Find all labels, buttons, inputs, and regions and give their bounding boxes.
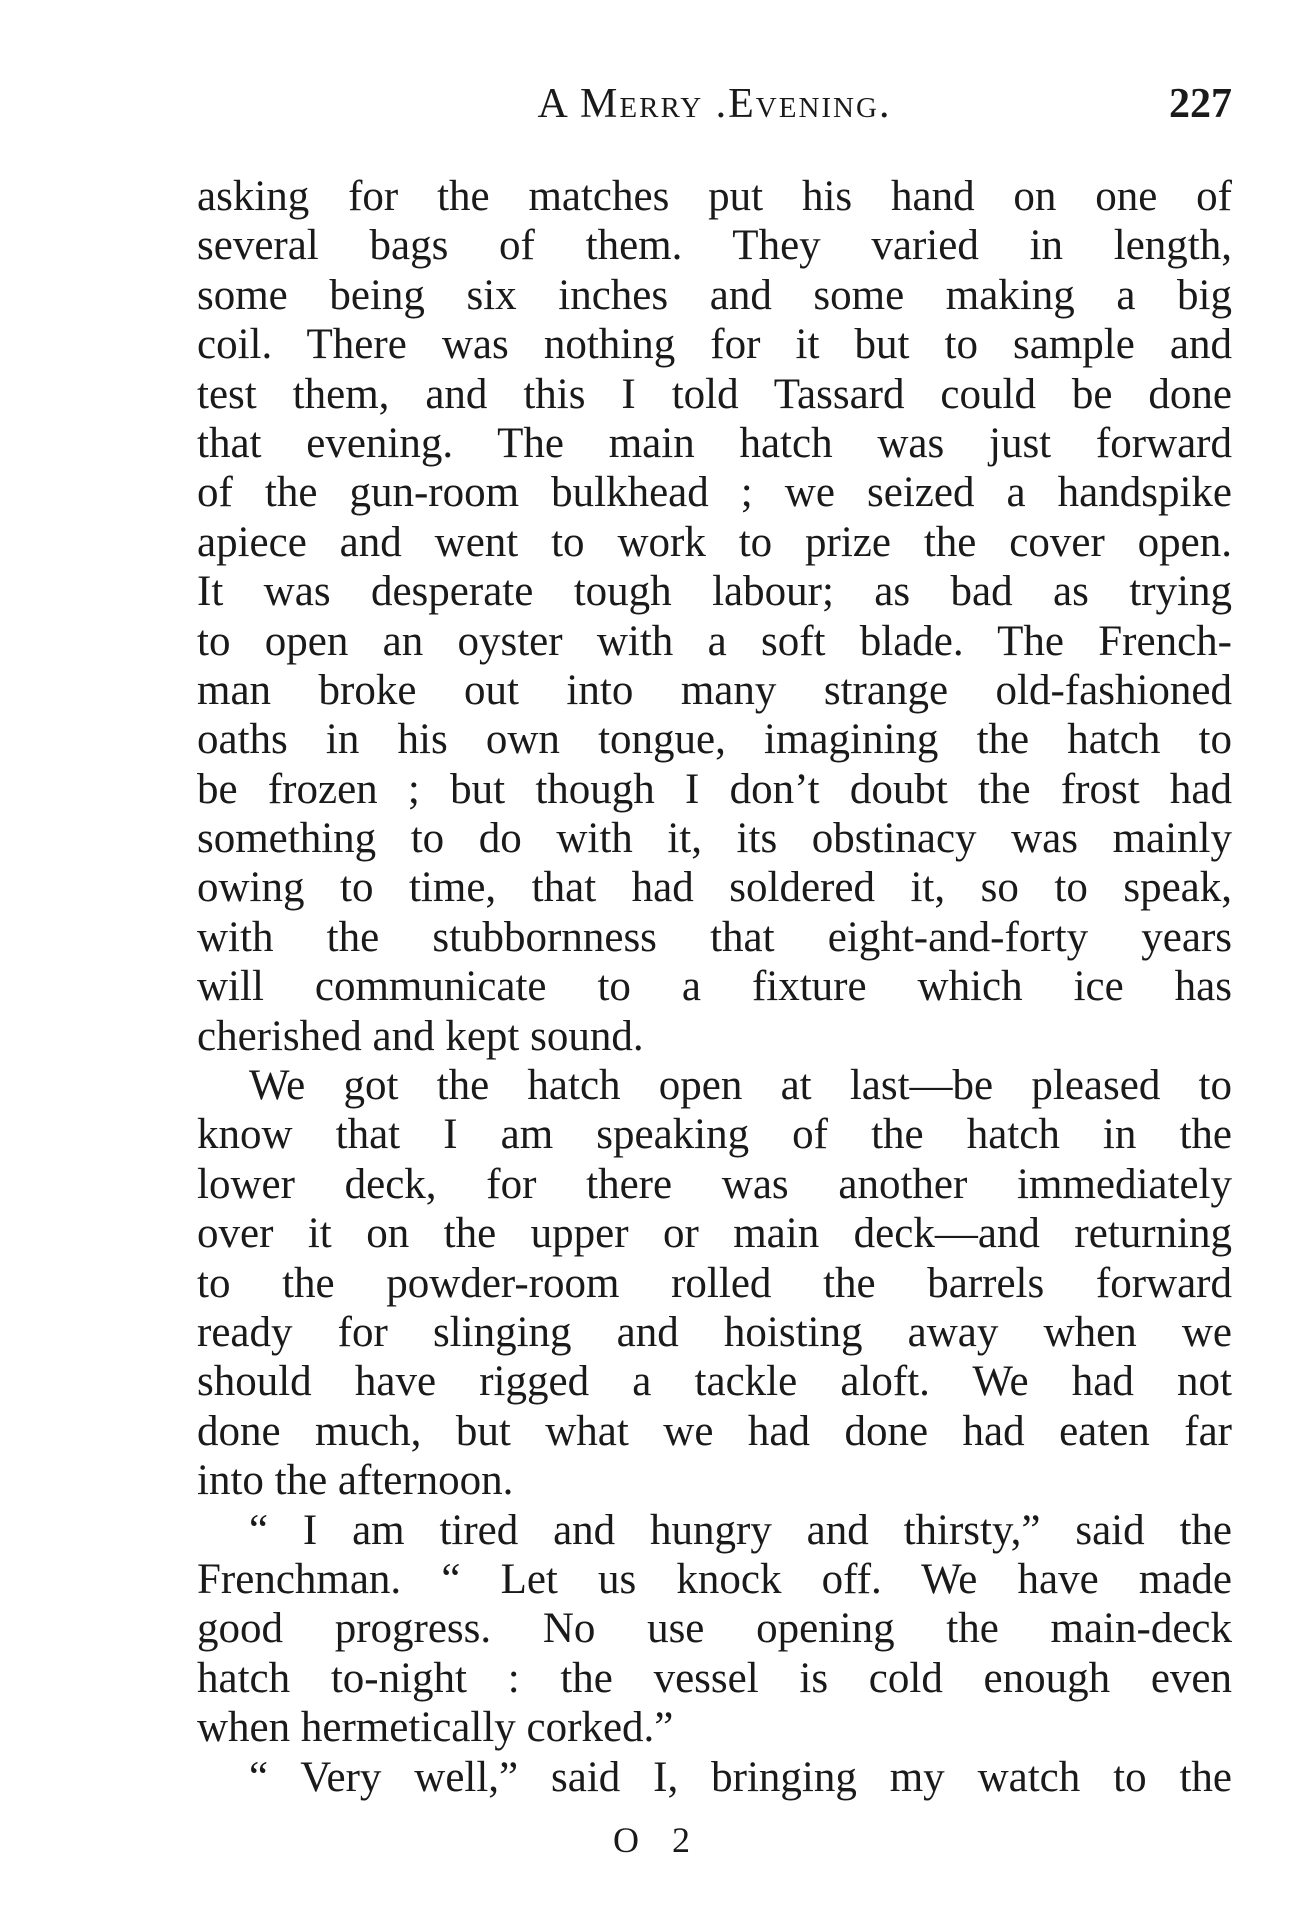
text-line: that evening. The main hatch was just forward: [197, 419, 1232, 467]
text-line: over it on the upper or main deck—and returning: [197, 1210, 1232, 1258]
text-line: oaths in his own tongue, imagining the hatch to: [197, 716, 1232, 764]
text-line: into the afternoon.: [197, 1457, 514, 1505]
text-line: cherished and kept sound.: [197, 1012, 644, 1060]
text-line: coil. There was nothing for it but to sample and: [197, 321, 1232, 369]
text-line: asking for the matches put his hand on one of: [197, 173, 1232, 220]
text-line: Frenchman. “ Let us knock off. We have made: [197, 1555, 1232, 1603]
text-line: several bags of them. They varied in length,: [197, 222, 1232, 270]
text-line: owing to time, that had soldered it, so to speak,: [197, 864, 1232, 912]
page-number: 227: [1169, 81, 1232, 127]
text-line: It was desperate tough labour; as bad as trying: [197, 568, 1232, 616]
paragraph-start-line: “ Very well,” said I, bringing my watch to the: [249, 1753, 1232, 1801]
text-line: done much, but what we had done had eaten far: [197, 1407, 1232, 1455]
text-line: to the powder-room rolled the barrels forward: [197, 1259, 1232, 1307]
text-line: something to do with it, its obstinacy was mainly: [197, 815, 1232, 863]
paragraph-start-line: We got the hatch open at last—be pleased to: [249, 1062, 1232, 1110]
text-line: when hermetically corked.”: [197, 1704, 674, 1752]
signature-mark: O 2: [613, 1820, 702, 1860]
running-title: A Merry .Evening.: [537, 81, 892, 127]
text-line: with the stubbornness that eight-and-forty years: [197, 913, 1232, 961]
body-text: [197, 172, 1232, 1802]
text-line: good progress. No use opening the main-deck: [197, 1605, 1232, 1653]
text-line: to open an oyster with a soft blade. The French-: [197, 617, 1232, 665]
paragraph-start-line: “ I am tired and hungry and thirsty,” said the: [249, 1506, 1232, 1554]
text-line: apiece and went to work to prize the cover open.: [197, 518, 1232, 566]
text-line: know that I am speaking of the hatch in the: [197, 1111, 1232, 1159]
text-line: will communicate to a fixture which ice has: [197, 963, 1232, 1011]
text-line: man broke out into many strange old-fashioned: [197, 666, 1232, 714]
text-line: be frozen ; but though I don’t doubt the frost had: [197, 765, 1232, 813]
running-head: [197, 74, 1232, 134]
text-line: hatch to-night : the vessel is cold enough even: [197, 1654, 1232, 1702]
text-line: lower deck, for there was another immediately: [197, 1160, 1232, 1208]
text-line: should have rigged a tackle aloft. We had not: [197, 1358, 1232, 1406]
text-line: test them, and this I told Tassard could be done: [197, 370, 1232, 418]
text-line: some being six inches and some making a big: [197, 271, 1232, 319]
text-line: of the gun-room bulkhead ; we seized a handspike: [197, 469, 1232, 517]
text-line: ready for slinging and hoisting away when we: [197, 1308, 1232, 1356]
